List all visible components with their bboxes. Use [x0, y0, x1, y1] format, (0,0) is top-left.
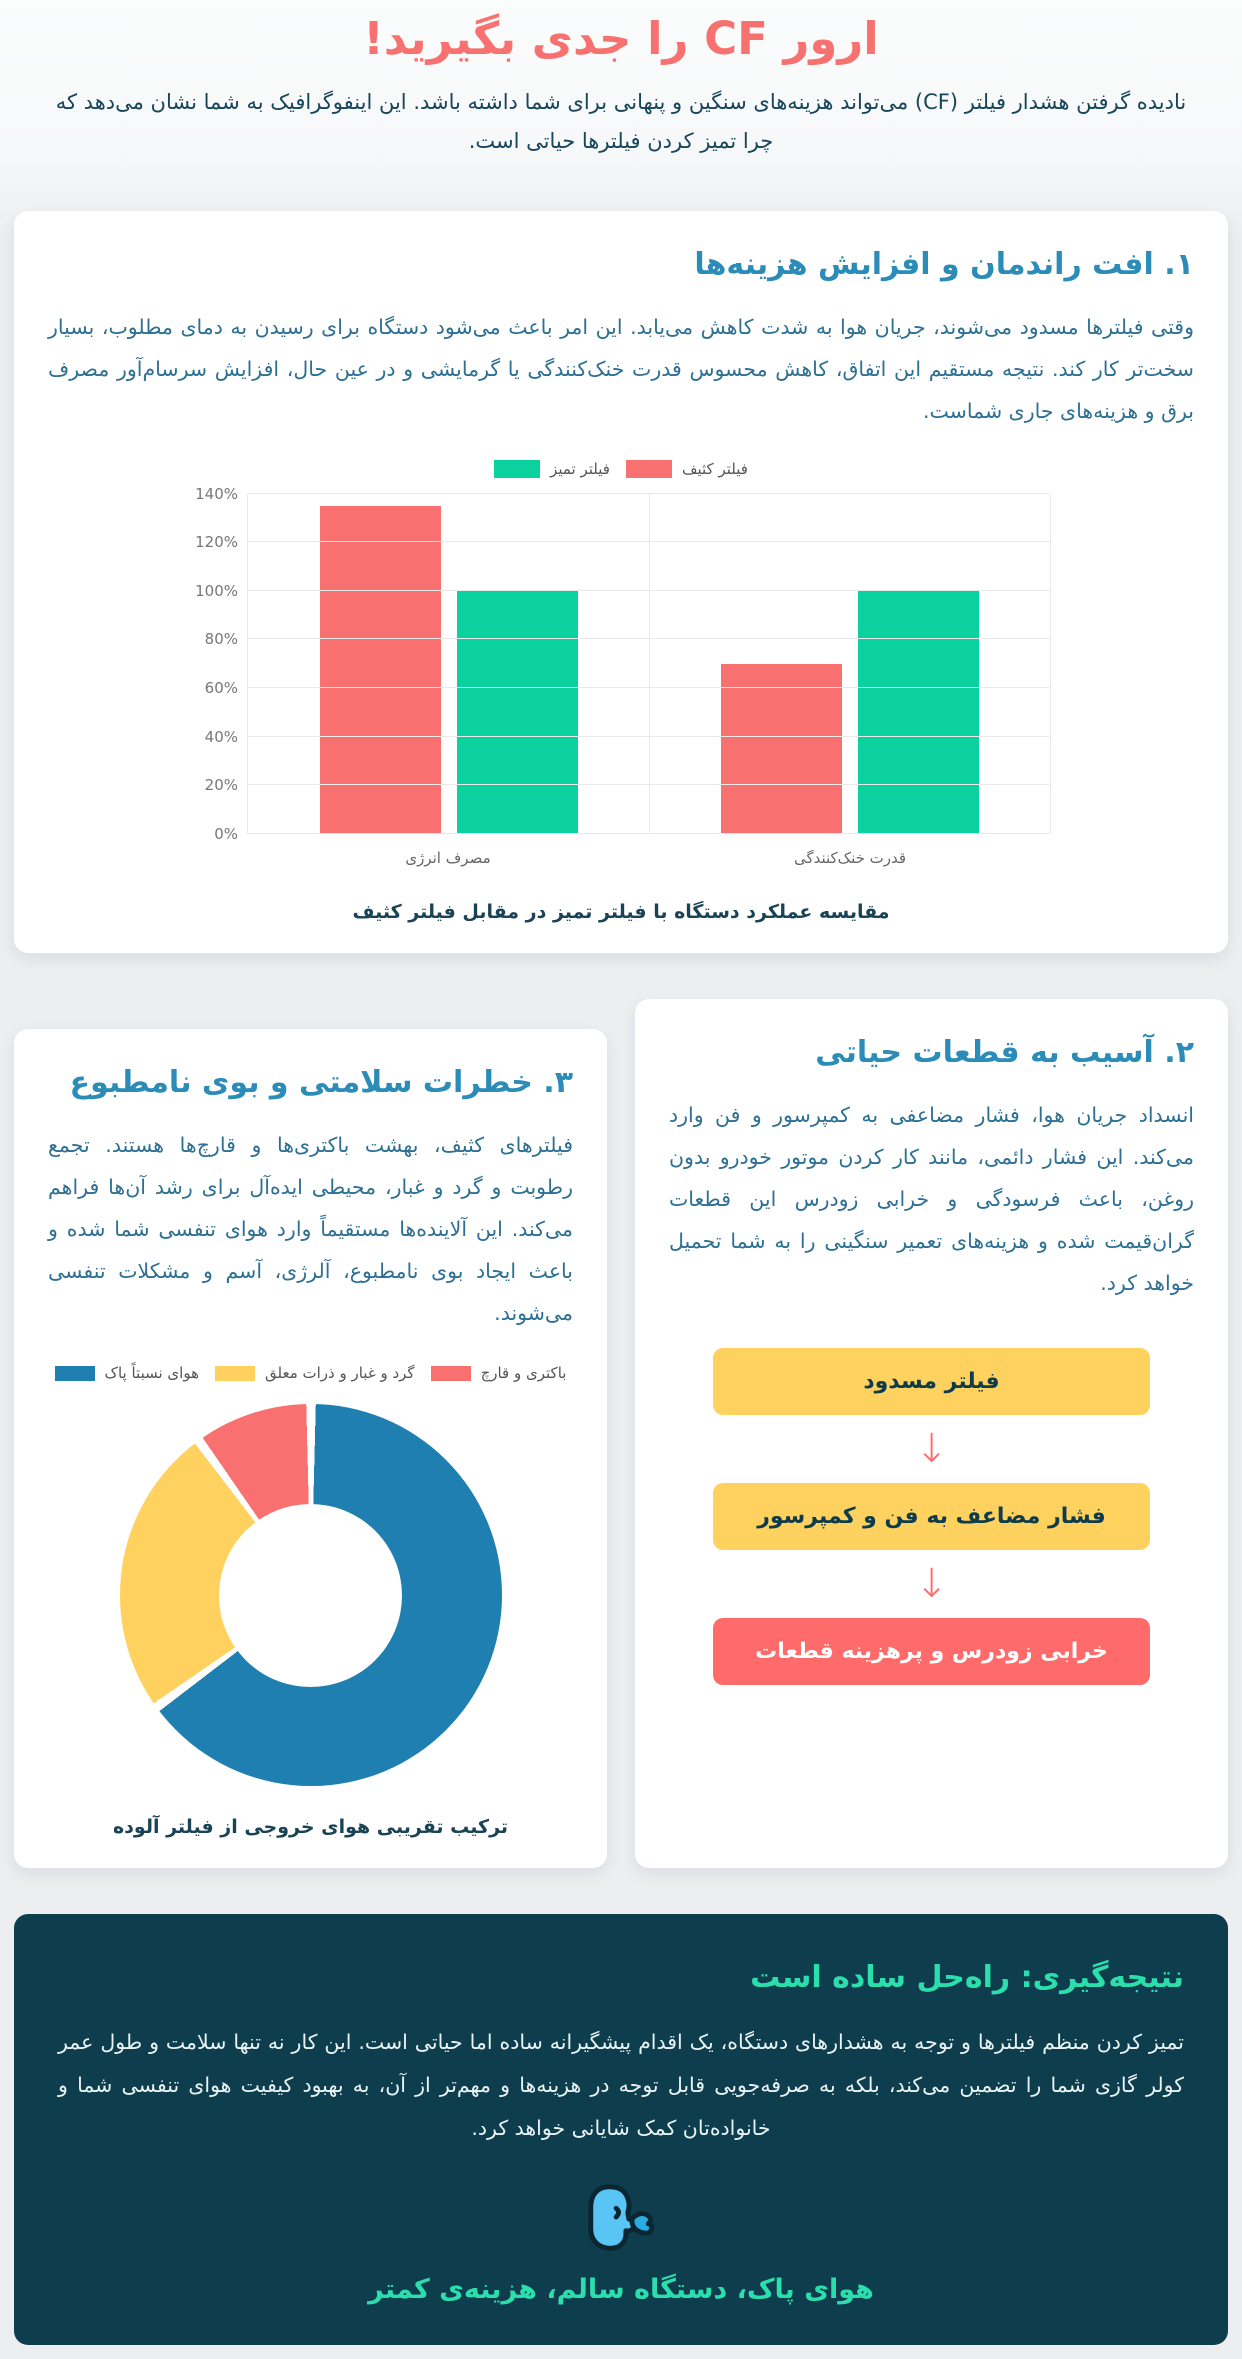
infographic-page	[0, 12, 1242, 2345]
bar-plot	[195, 484, 1051, 843]
flow-step-blocked-filter: فیلتر مسدود	[713, 1348, 1150, 1415]
y-gridline	[248, 590, 1050, 591]
conclusion-title: نتیجه‌گیری: راه‌حل ساده است	[750, 1960, 1184, 1996]
legend-label: باکتری و قارچ	[480, 1364, 567, 1383]
bar-group	[649, 494, 1050, 834]
card-health-risks	[14, 1029, 607, 1868]
y-axis-tick: 60%	[204, 679, 238, 698]
section3-body: فیلترهای کثیف، بهشت باکتری‌ها و قارچ‌ها هستند. تجمع رطوبت و گرد و غبار، محیطی ایده‌آل برای رشد آن‌ها فراهم می‌کند. این آلاینده‌ها مستقیماً وارد هوای تنفسی شما شده و باعث ایجاد بوی نامطبوع، آلرژی، آسم و مشکلات تنفسی می‌شوند.	[48, 1133, 573, 1326]
bar-chart-caption: مقایسه عملکرد دستگاه با فیلتر تمیز در مقابل فیلتر کثیف	[352, 901, 890, 924]
down-arrow-icon: ↓	[914, 1561, 949, 1608]
bar-groups	[248, 494, 1050, 834]
section2-body: انسداد جریان هوا، فشار مضاعفی به کمپرسور و فن وارد می‌کند. این فشار دائمی، مانند کار کردن موتور خودرو بدون روغن، باعث فرسودگی و خرابی زودرس این قطعات گران‌قیمت شده و هزینه‌های تعمیر سنگینی را به شما تحمیل خواهد کرد.	[669, 1103, 1194, 1296]
section3-title: ۳. خطرات سلامتی و بوی نامطبوع	[69, 1065, 573, 1101]
y-axis-tick: 140%	[195, 484, 238, 503]
y-gridline	[248, 736, 1050, 737]
legend-label: گرد و غبار و ذرات معلق	[264, 1364, 415, 1383]
x-axis-label: مصرف انرژی	[405, 848, 491, 867]
conclusion-card	[14, 1914, 1228, 2345]
legend-item	[431, 1364, 567, 1382]
donut-legend	[48, 1364, 573, 1382]
legend-item	[55, 1364, 199, 1382]
page-subtitle: نادیده گرفتن هشدار فیلتر (CF) می‌تواند هزینه‌های سنگین و پنهانی برای شما داشته باشد. این اینفوگرافیک به شما نشان می‌دهد که چرا تمیز کردن فیلترها حیاتی است.	[55, 90, 1187, 153]
legend-swatch	[494, 460, 540, 478]
flow-step-early-failure: خرابی زودرس و پرهزینه قطعات	[713, 1618, 1150, 1685]
y-axis-tick: 20%	[204, 776, 238, 795]
legend-swatch	[215, 1366, 255, 1381]
bar	[457, 591, 578, 834]
icon-wrap	[58, 2180, 1184, 2262]
section2-title: ۲. آسیب به قطعات حیاتی	[815, 1035, 1194, 1071]
legend-item	[626, 460, 748, 478]
x-axis-cell	[649, 846, 1051, 872]
down-arrow-icon: ↓	[914, 1426, 949, 1473]
bar	[721, 664, 842, 834]
section1-title: ۱. افت راندمان و افزایش هزینه‌ها	[694, 246, 1194, 282]
page-title: ارور CF را جدی بگیرید!	[363, 12, 879, 65]
two-column-row	[14, 999, 1228, 1868]
section1-body: وقتی فیلترها مسدود می‌شوند، جریان هوا به شدت کاهش می‌یابد. این امر باعث می‌شود دستگاه برای رسیدن به دمای مطلوب، بسیار سخت‌تر کار کند. نتیجه مستقیم این اتفاق، کاهش محسوس قدرت خنک‌کنندگی یا گرمایشی و در عین حال، افزایش سرسام‌آور مصرف برق و هزینه‌های جاری شماست.	[48, 314, 1194, 423]
legend-swatch	[431, 1366, 471, 1381]
legend-label: هوای نسبتاً پاک	[104, 1364, 199, 1383]
failure-flow	[669, 1348, 1194, 1685]
conclusion-tagline: هوای پاک، دستگاه سالم، هزینه‌ی کمتر	[368, 2274, 874, 2306]
y-axis-tick: 40%	[204, 727, 238, 746]
conclusion-body: تمیز کردن منظم فیلترها و توجه به هشدارهای دستگاه، یک اقدام پیشگیرانه ساده اما حیاتی است. این کار نه تنها سلامت و طول عمر کولر گازی شما را تضمین می‌کند، بلکه به صرفه‌جویی قابل توجه در هزینه‌ها و مهم‌تر از آن، به بهبود کیفیت هوای تنفسی شما و خانواده‌تان کمک شایانی خواهد کرد.	[58, 2030, 1184, 2141]
y-axis-tick: 100%	[195, 581, 238, 600]
donut-chart-caption: ترکیب تقریبی هوای خروجی از فیلتر آلوده	[112, 1816, 509, 1839]
y-gridline	[248, 638, 1050, 639]
flow-step-extra-pressure: فشار مضاعف به فن و کمپرسور	[713, 1483, 1150, 1550]
y-gridline	[248, 493, 1050, 494]
bar-group	[248, 494, 649, 834]
y-gridline	[248, 541, 1050, 542]
legend-item	[215, 1364, 415, 1382]
card-component-damage	[635, 999, 1228, 1868]
x-axis-labels	[247, 846, 1051, 872]
legend-swatch	[55, 1366, 95, 1381]
y-axis-tick: 80%	[204, 630, 238, 649]
bar-chart	[191, 460, 1051, 872]
y-axis-tick: 0%	[214, 824, 238, 843]
x-axis-cell	[247, 846, 649, 872]
legend-label: فیلتر کثیف	[681, 459, 748, 478]
donut-chart	[120, 1404, 502, 1786]
x-axis-label: قدرت خنک‌کنندگی	[793, 848, 907, 867]
legend-label: فیلتر تمیز	[550, 459, 610, 478]
y-gridline	[248, 833, 1050, 834]
y-gridline	[248, 784, 1050, 785]
y-gridline	[248, 687, 1050, 688]
face-exhaling-icon	[582, 2180, 660, 2258]
legend-item	[494, 460, 610, 478]
bar	[858, 591, 979, 834]
legend-swatch	[626, 460, 672, 478]
card-efficiency-loss	[14, 211, 1228, 954]
bar-legend	[191, 460, 1051, 478]
y-axis-tick: 120%	[195, 533, 238, 552]
